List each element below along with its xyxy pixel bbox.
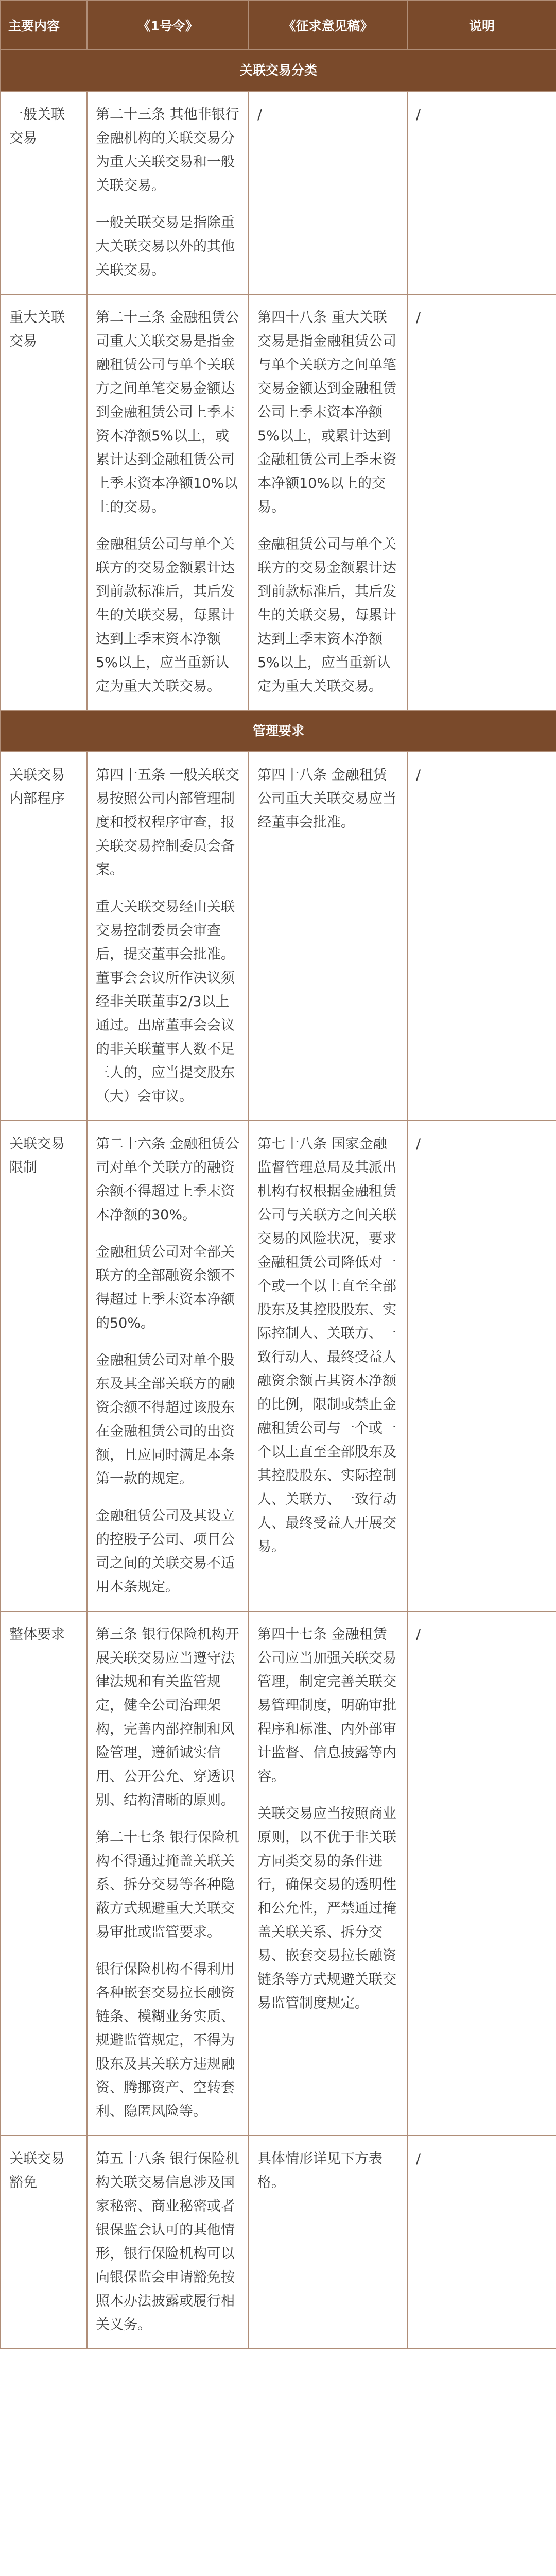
- paragraph: /: [416, 107, 421, 123]
- table-body: [1, 50, 556, 2349]
- table-row: [1, 1121, 556, 1611]
- table-row: [1, 752, 556, 1121]
- draft-cell: [249, 1121, 407, 1611]
- row-category: 关联交易内部程序: [1, 752, 87, 1121]
- note-cell: [407, 294, 556, 710]
- table-row: [1, 91, 556, 294]
- header-order1: 《1号令》: [87, 1, 249, 50]
- draft-cell: [249, 2136, 407, 2349]
- row-category: 重大关联交易: [1, 294, 87, 710]
- order1-cell: [87, 1611, 249, 2136]
- paragraph: /: [416, 767, 421, 783]
- paragraph: 具体情形详见下方表格。: [257, 2151, 383, 2191]
- row-category: 关联交易豁免: [1, 2136, 87, 2349]
- section-title: 关联交易分类: [1, 50, 556, 91]
- draft-cell: [249, 294, 407, 710]
- note-cell: [407, 91, 556, 294]
- draft-cell: [249, 1611, 407, 2136]
- paragraph: 第四十八条 金融租赁公司重大关联交易应当经董事会批准。: [257, 767, 396, 831]
- paragraph: 第五十八条 银行保险机构关联交易信息涉及国家秘密、商业秘密或者银保监会认可的其他情形，银行保险机构可以向银保监会申请豁免按照本办法披露或履行相关义务。: [96, 2151, 239, 2333]
- table-row: [1, 1611, 556, 2136]
- order1-cell: [87, 91, 249, 294]
- order1-cell: [87, 752, 249, 1121]
- paragraph: 一般关联交易是指除重大关联交易以外的其他关联交易。: [96, 215, 235, 278]
- paragraph: 第四十八条 重大关联交易是指金融租赁公司与单个关联方之间单笔交易金额达到金融租赁公司上季末资本净额5%以上，或累计达到金融租赁公司上季末资本净额10%以上的交易。: [257, 310, 396, 515]
- order1-cell: [87, 294, 249, 710]
- paragraph: 第四十七条 金融租赁公司应当加强关联交易管理，制定完善关联交易管理制度，明确审批程序和标准、内外部审计监督、信息披露等内容。: [257, 1626, 396, 1785]
- paragraph: 第二十六条 金融租赁公司对单个关联方的融资余额不得超过上季末资本净额的30%。: [96, 1136, 239, 1223]
- paragraph: 金融租赁公司与单个关联方的交易金额累计达到前款标准后，其后发生的关联交易，每累计达到上季末资本净额5%以上，应当重新认定为重大关联交易。: [257, 536, 396, 694]
- paragraph: /: [416, 1626, 421, 1642]
- paragraph: 第四十五条 一般关联交易按照公司内部管理制度和授权程序审查，报关联交易控制委员会备案。: [96, 767, 239, 878]
- paragraph: /: [416, 310, 421, 326]
- paragraph: 第二十三条 其他非银行金融机构的关联交易分为重大关联交易和一般关联交易。: [96, 107, 239, 194]
- header-draft: 《征求意见稿》: [249, 1, 407, 50]
- section-title: 管理要求: [1, 710, 556, 752]
- paragraph: 第三条 银行保险机构开展关联交易应当遵守法律法规和有关监管规定，健全公司治理架构，完善内部控制和风险管理，遵循诚实信用、公开公允、穿透识别、结构清晰的原则。: [96, 1626, 239, 1808]
- note-cell: [407, 752, 556, 1121]
- header-note: 说明: [407, 1, 556, 50]
- table-row: [1, 2136, 556, 2349]
- paragraph: 第七十八条 国家金融监督管理总局及其派出机构有权根据金融租赁公司与关联方之间关联交易的风险状况，要求金融租赁公司降低对一个或一个以上直至全部股东及其控股股东、实际控制人、关联方、一致行动人、最终受益人融资余额占其资本净额的比例，限制或禁止金融租赁公司与一个或一个以上直至全部股东及其控股股东、实际控制人、关联方、一致行动人、最终受益人开展交易。: [257, 1136, 396, 1555]
- paragraph: 金融租赁公司对单个股东及其全部关联方的融资余额不得超过该股东在金融租赁公司的出资额，且应同时满足本条第一款的规定。: [96, 1352, 235, 1487]
- paragraph: 重大关联交易经由关联交易控制委员会审查后，提交董事会批准。董事会会议所作决议须经非关联董事2/3以上通过。出席董事会会议的非关联董事人数不足三人的，应当提交股东（大）会审议。: [96, 899, 235, 1105]
- paragraph: 金融租赁公司对全部关联方的全部融资余额不得超过上季末资本净额的50%。: [96, 1244, 235, 1331]
- paragraph: 第二十三条 金融租赁公司重大关联交易是指金融租赁公司与单个关联方之间单笔交易金额达到金融租赁公司上季末资本净额5%以上，或累计达到金融租赁公司上季末资本净额10%以上的交易。: [96, 310, 239, 515]
- order1-cell: [87, 2136, 249, 2349]
- paragraph: /: [257, 107, 263, 123]
- table-row: [1, 294, 556, 710]
- row-category: 整体要求: [1, 1611, 87, 2136]
- note-cell: [407, 2136, 556, 2349]
- paragraph: /: [416, 2151, 421, 2167]
- row-category: 关联交易限制: [1, 1121, 87, 1611]
- section-row: [1, 710, 556, 752]
- paragraph: 金融租赁公司及其设立的控股子公司、项目公司之间的关联交易不适用本条规定。: [96, 1508, 235, 1595]
- order1-cell: [87, 1121, 249, 1611]
- note-cell: [407, 1611, 556, 2136]
- draft-cell: [249, 91, 407, 294]
- paragraph: 金融租赁公司与单个关联方的交易金额累计达到前款标准后，其后发生的关联交易，每累计达到上季末资本净额5%以上，应当重新认定为重大关联交易。: [96, 536, 235, 694]
- section-row: [1, 50, 556, 91]
- table-header: [1, 1, 556, 50]
- row-category: 一般关联交易: [1, 91, 87, 294]
- header-main-content: 主要内容: [1, 1, 87, 50]
- paragraph: 银行保险机构不得利用各种嵌套交易拉长融资链条、模糊业务实质、规避监管规定，不得为股东及其关联方违规融资、腾挪资产、空转套利、隐匿风险等。: [96, 1961, 235, 2120]
- paragraph: 关联交易应当按照商业原则，以不优于非关联方同类交易的条件进行，确保交易的透明性和公允性，严禁通过掩盖关联关系、拆分交易、嵌套交易拉长融资链条等方式规避关联交易监管制度规定。: [257, 1806, 396, 2011]
- paragraph: 第二十七条 银行保险机构不得通过掩盖关联关系、拆分交易等各种隐蔽方式规避重大关联交易审批或监管要求。: [96, 1829, 239, 1940]
- note-cell: [407, 1121, 556, 1611]
- paragraph: /: [416, 1136, 421, 1152]
- draft-cell: [249, 752, 407, 1121]
